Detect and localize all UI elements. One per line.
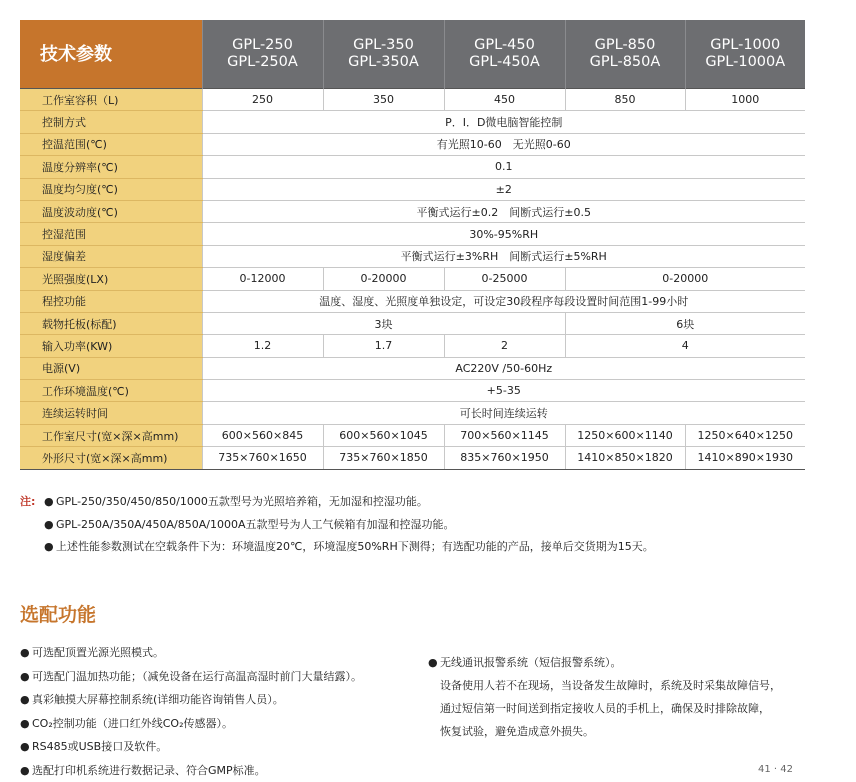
option-item <box>20 735 362 759</box>
spec-row <box>20 447 805 469</box>
spec-value: 30%-95%RH <box>202 223 805 245</box>
spec-value: 0.1 <box>202 156 805 178</box>
bullet-icon: ● <box>20 688 32 712</box>
spec-label: 工作室容积（L) <box>20 89 202 111</box>
wireless-alarm-desc: 恢复试验，避免造成意外损失。 <box>428 720 781 743</box>
spec-value: 1250×600×1140 <box>565 424 685 446</box>
spec-row <box>20 290 805 312</box>
spec-row <box>20 200 805 222</box>
option-item <box>20 665 362 689</box>
wireless-alarm-title: 无线通讯报警系统（短信报警系统）。 <box>440 656 622 669</box>
spec-value: 4 <box>565 335 805 357</box>
spec-value: 2 <box>444 335 565 357</box>
model-name: GPL-850 <box>566 37 685 54</box>
model-header <box>565 20 685 89</box>
spec-label: 温度波动度(℃) <box>20 200 202 222</box>
model-name: GPL-1000 <box>686 37 806 54</box>
option-text: 选配打印机系统进行数据记录、符合GMP标准。 <box>32 764 266 777</box>
spec-table-header <box>20 20 805 89</box>
note-text: GPL-250A/350A/450A/850A/1000A五款型号为人工气候箱有加湿和控湿功能。 <box>56 518 455 531</box>
model-name: GPL-350 <box>324 37 444 54</box>
note-item <box>20 514 654 537</box>
bullet-icon: ● <box>44 514 56 537</box>
spec-value: 温度、湿度、光照度单独设定，可设定30段程序每段设置时间范围1-99小时 <box>202 290 805 312</box>
spec-label: 电源(V) <box>20 357 202 379</box>
model-name-a: GPL-450A <box>445 54 565 71</box>
spec-value: 6块 <box>565 312 805 334</box>
bullet-icon: ● <box>20 735 32 759</box>
spec-table-body <box>20 89 805 470</box>
option-text: 可选配顶置光源光照模式。 <box>32 646 164 659</box>
spec-row <box>20 312 805 334</box>
spec-label: 连续运转时间 <box>20 402 202 424</box>
spec-label: 输入功率(KW) <box>20 335 202 357</box>
spec-table <box>20 20 805 470</box>
option-text: RS485或USB接口及软件。 <box>32 740 167 753</box>
note-prefix: 注: <box>20 491 35 514</box>
spec-value: 1.2 <box>202 335 323 357</box>
note-item <box>20 491 654 514</box>
model-name-a: GPL-850A <box>566 54 685 71</box>
spec-row <box>20 133 805 155</box>
model-name-a: GPL-350A <box>324 54 444 71</box>
spec-value: 1410×890×1930 <box>685 447 805 469</box>
spec-row <box>20 424 805 446</box>
spec-row <box>20 380 805 402</box>
spec-label: 温度分辨率(℃) <box>20 156 202 178</box>
model-header <box>685 20 805 89</box>
model-name: GPL-250 <box>203 37 323 54</box>
page-number: 41 · 42 <box>758 764 793 775</box>
spec-value: ±2 <box>202 178 805 200</box>
spec-value: 1000 <box>685 89 805 111</box>
spec-label: 湿度偏差 <box>20 245 202 267</box>
spec-value: AC220V /50-60Hz <box>202 357 805 379</box>
spec-row <box>20 335 805 357</box>
options-title: 选配功能 <box>20 600 96 627</box>
spec-value: 0-12000 <box>202 268 323 290</box>
spec-value: 可长时间连续运转 <box>202 402 805 424</box>
option-item <box>20 759 362 782</box>
spec-value: 平衡式运行±0.2 间断式运行±0.5 <box>202 200 805 222</box>
spec-row <box>20 156 805 178</box>
note-item <box>20 536 654 559</box>
spec-value: 835×760×1950 <box>444 447 565 469</box>
spec-label: 温度均匀度(℃) <box>20 178 202 200</box>
note-text: 上述性能参数测试在空载条件下为：环境温度20℃，环境湿度50%RH下测得；有选配功能的产品，接单后交货期为15天。 <box>56 540 654 553</box>
note-text: GPL-250/350/450/850/1000五款型号为光照培养箱，无加湿和控湿功能。 <box>56 495 428 508</box>
spec-value: 735×760×1650 <box>202 447 323 469</box>
spec-value: 平衡式运行±3%RH 间断式运行±5%RH <box>202 245 805 267</box>
spec-label: 工作环境温度(℃) <box>20 380 202 402</box>
spec-value: 1.7 <box>323 335 444 357</box>
spec-row <box>20 357 805 379</box>
option-text: 可选配门温加热功能；（减免设备在运行高温高湿时前门大量结露）。 <box>32 670 362 683</box>
bullet-icon: ● <box>20 759 32 782</box>
options-list-left <box>20 641 362 782</box>
model-header <box>202 20 323 89</box>
bullet-icon: ● <box>20 641 32 665</box>
spec-header-corner: 技术参数 <box>20 20 202 89</box>
spec-label: 载物托板(标配) <box>20 312 202 334</box>
model-header <box>444 20 565 89</box>
spec-value: 1250×640×1250 <box>685 424 805 446</box>
spec-row <box>20 245 805 267</box>
model-name-a: GPL-1000A <box>686 54 806 71</box>
spec-label: 程控功能 <box>20 290 202 312</box>
model-header <box>323 20 444 89</box>
spec-row <box>20 268 805 290</box>
spec-label: 工作室尺寸(宽×深×高mm) <box>20 424 202 446</box>
bullet-icon: ● <box>44 536 56 559</box>
spec-value: +5-35 <box>202 380 805 402</box>
wireless-alarm-item <box>428 651 781 674</box>
spec-row <box>20 89 805 111</box>
bullet-icon: ● <box>428 651 440 674</box>
spec-value: 250 <box>202 89 323 111</box>
spec-value: 600×560×1045 <box>323 424 444 446</box>
spec-label: 控湿范围 <box>20 223 202 245</box>
spec-label: 控温范围(℃) <box>20 133 202 155</box>
spec-row <box>20 111 805 133</box>
bullet-icon: ● <box>20 712 32 736</box>
spec-value: 600×560×845 <box>202 424 323 446</box>
spec-row <box>20 402 805 424</box>
notes-block <box>20 491 654 559</box>
spec-value: 有光照10-60 无光照0-60 <box>202 133 805 155</box>
spec-row <box>20 178 805 200</box>
spec-label: 光照强度(LX) <box>20 268 202 290</box>
spec-value: 700×560×1145 <box>444 424 565 446</box>
model-name: GPL-450 <box>445 37 565 54</box>
spec-row <box>20 223 805 245</box>
wireless-alarm-desc: 通过短信第一时间送到指定接收人员的手机上，确保及时排除故障， <box>428 697 781 720</box>
spec-value: 0-20000 <box>323 268 444 290</box>
options-list-right <box>428 651 781 743</box>
bullet-icon: ● <box>44 491 56 514</box>
option-text: CO₂控制功能（进口红外线CO₂传感器）。 <box>32 717 233 730</box>
spec-value: 1410×850×1820 <box>565 447 685 469</box>
option-item <box>20 641 362 665</box>
spec-value: 3块 <box>202 312 565 334</box>
model-name-a: GPL-250A <box>203 54 323 71</box>
spec-value: 0-25000 <box>444 268 565 290</box>
bullet-icon: ● <box>20 665 32 689</box>
spec-value: 450 <box>444 89 565 111</box>
spec-value: 350 <box>323 89 444 111</box>
spec-label: 控制方式 <box>20 111 202 133</box>
spec-value: 850 <box>565 89 685 111</box>
spec-value: 0-20000 <box>565 268 805 290</box>
option-item <box>20 688 362 712</box>
spec-value: P．I．D微电脑智能控制 <box>202 111 805 133</box>
wireless-alarm-desc: 设备使用人若不在现场，当设备发生故障时，系统及时采集故障信号， <box>428 674 781 697</box>
spec-value: 735×760×1850 <box>323 447 444 469</box>
spec-label: 外形尺寸(宽×深×高mm) <box>20 447 202 469</box>
option-text: 真彩触摸大屏幕控制系统(详细功能咨询销售人员）。 <box>32 693 284 706</box>
option-item <box>20 712 362 736</box>
